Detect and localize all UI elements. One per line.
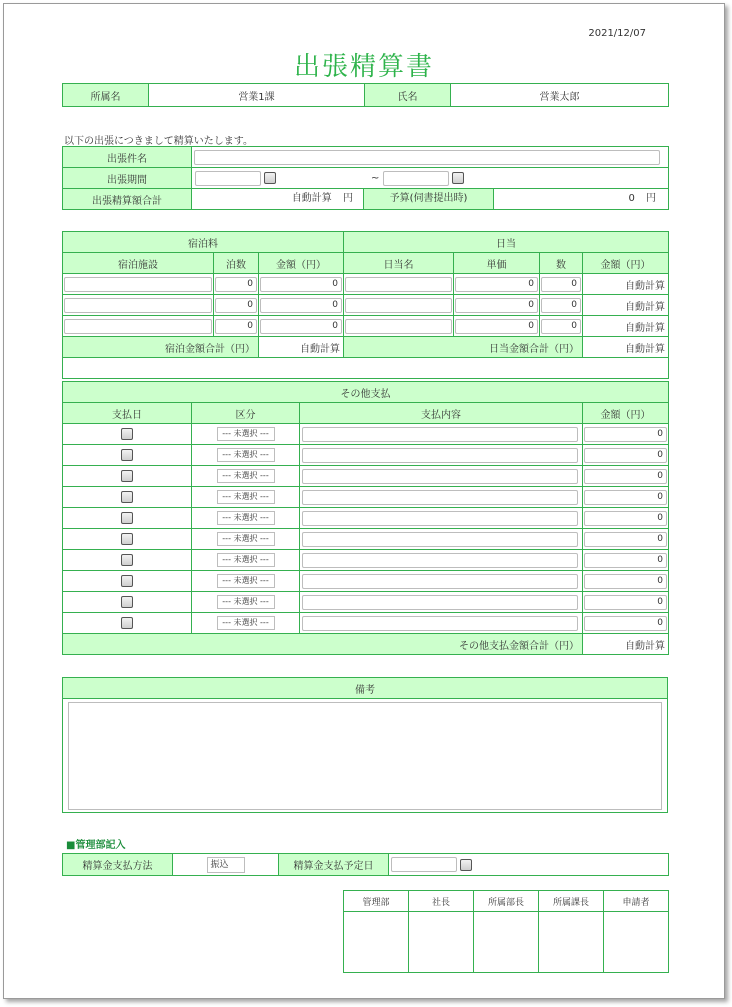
approval-col: 社長 (409, 891, 474, 912)
approval-col: 所属課長 (539, 891, 604, 912)
period-start-input[interactable] (195, 171, 261, 186)
calendar-icon[interactable] (121, 575, 133, 587)
category-select[interactable]: --- 未選択 --- (217, 427, 275, 441)
calendar-icon[interactable] (121, 470, 133, 482)
category-select[interactable]: --- 未選択 --- (217, 616, 275, 630)
allowance-row (63, 295, 669, 316)
trip-table (62, 146, 669, 210)
lodging-amount-input[interactable]: 0 (260, 298, 342, 313)
facility-input[interactable] (64, 298, 212, 313)
calendar-icon[interactable] (452, 172, 464, 184)
approval-col: 管理部 (344, 891, 409, 912)
other-amount-input[interactable]: 0 (584, 427, 667, 442)
table-row (63, 424, 669, 445)
col-detail: 支払内容 (300, 403, 583, 424)
table-row (63, 445, 669, 466)
category-select[interactable]: --- 未選択 --- (217, 574, 275, 588)
col-category: 区分 (192, 403, 300, 424)
detail-input[interactable] (302, 574, 578, 589)
daily-total-label: 日当金額合計（円） (344, 337, 583, 358)
budget-value: 0 (628, 193, 635, 204)
other-amount-input[interactable]: 0 (584, 490, 667, 505)
col-facility: 宿泊施設 (63, 253, 214, 274)
table-row (63, 487, 669, 508)
daily-name-input[interactable] (345, 277, 452, 292)
budget-label: 予算(伺書提出時) (364, 189, 494, 209)
trip-total-value: 自動計算 (291, 193, 332, 204)
category-select[interactable]: --- 未選択 --- (217, 595, 275, 609)
header-table (62, 83, 669, 107)
nights-input[interactable]: 0 (215, 298, 257, 313)
unit-price-input[interactable]: 0 (455, 277, 538, 292)
other-amount-input[interactable]: 0 (584, 595, 667, 610)
allowance-row (63, 274, 669, 295)
facility-input[interactable] (64, 277, 212, 292)
count-input[interactable]: 0 (541, 277, 581, 292)
col-daily-name: 日当名 (344, 253, 454, 274)
method-select[interactable]: 振込 (207, 857, 245, 873)
calendar-icon[interactable] (121, 533, 133, 545)
category-select[interactable]: --- 未選択 --- (217, 511, 275, 525)
col-lodging-amount: 金額（円） (259, 253, 344, 274)
admin-section-title: ■管理部記入 (66, 840, 126, 851)
category-select[interactable]: --- 未選択 --- (217, 532, 275, 546)
other-section-header: その他支払 (63, 382, 669, 403)
calendar-icon[interactable] (121, 596, 133, 608)
other-amount-input[interactable]: 0 (584, 448, 667, 463)
trip-period (192, 168, 669, 189)
other-amount-input[interactable]: 0 (584, 532, 667, 547)
daily-amount: 自動計算 (583, 295, 669, 316)
spacer-row (63, 358, 669, 379)
approval-table (343, 890, 669, 973)
col-count: 数 (540, 253, 583, 274)
table-row (63, 592, 669, 613)
document-date: 2021/12/07 (588, 28, 646, 39)
daily-name-input[interactable] (345, 319, 452, 334)
name-label: 氏名 (365, 84, 451, 107)
category-select[interactable]: --- 未選択 --- (217, 469, 275, 483)
detail-input[interactable] (302, 616, 578, 631)
intro-text: 以下の出張につきまして精算いたします。 (64, 136, 253, 147)
approval-col: 申請者 (604, 891, 669, 912)
remarks-textarea[interactable] (68, 702, 662, 810)
calendar-icon[interactable] (121, 554, 133, 566)
lodging-amount-input[interactable]: 0 (260, 277, 342, 292)
trip-total-label: 出張精算額合計 (63, 189, 192, 210)
page-title: 出張精算書 (293, 52, 434, 82)
calendar-icon[interactable] (460, 859, 472, 871)
calendar-icon[interactable] (121, 617, 133, 629)
daily-total-value: 自動計算 (583, 337, 669, 358)
category-select[interactable]: --- 未選択 --- (217, 448, 275, 462)
stamp-box (539, 912, 604, 973)
other-amount-input[interactable]: 0 (584, 616, 667, 631)
other-amount-input[interactable]: 0 (584, 574, 667, 589)
category-select[interactable]: --- 未選択 --- (217, 553, 275, 567)
scheduled-date-input[interactable] (391, 857, 457, 872)
category-select[interactable]: --- 未選択 --- (217, 490, 275, 504)
count-input[interactable]: 0 (541, 298, 581, 313)
stamp-box (604, 912, 669, 973)
lodging-total-value: 自動計算 (259, 337, 344, 358)
calendar-icon[interactable] (121, 449, 133, 461)
lodging-section-header: 宿泊料 (63, 232, 344, 253)
col-pay-date: 支払日 (63, 403, 192, 424)
other-amount-input[interactable]: 0 (584, 469, 667, 484)
name-value: 営業太郎 (451, 84, 669, 107)
col-nights: 泊数 (214, 253, 259, 274)
other-total-value: 自動計算 (583, 634, 669, 655)
detail-input[interactable] (302, 427, 578, 442)
calendar-icon[interactable] (264, 172, 276, 184)
dept-label: 所属名 (63, 84, 149, 107)
detail-input[interactable] (302, 469, 578, 484)
table-row (63, 508, 669, 529)
trip-name-label: 出張件名 (63, 147, 192, 168)
daily-amount: 自動計算 (583, 274, 669, 295)
scheduled-date-label: 精算金支払予定日 (279, 854, 389, 876)
allowance-table (62, 231, 669, 379)
lodging-total-label: 宿泊金額合計（円） (63, 337, 259, 358)
table-row (63, 466, 669, 487)
approval-col: 所属部長 (474, 891, 539, 912)
period-end-input[interactable] (383, 171, 449, 186)
calendar-icon[interactable] (121, 491, 133, 503)
trip-period-label: 出張期間 (63, 168, 192, 189)
unit-price-input[interactable]: 0 (455, 319, 538, 334)
calendar-icon[interactable] (121, 512, 133, 524)
dept-value: 営業1課 (149, 84, 365, 107)
calendar-icon[interactable] (121, 428, 133, 440)
lodging-amount-input[interactable]: 0 (260, 319, 342, 334)
detail-input[interactable] (302, 448, 578, 463)
col-other-amount: 金額（円） (583, 403, 669, 424)
daily-amount: 自動計算 (583, 316, 669, 337)
other-total-label: その他支払金額合計（円） (63, 634, 583, 655)
other-payments-table (62, 381, 669, 655)
daily-section-header: 日当 (344, 232, 669, 253)
col-unit-price: 単価 (454, 253, 540, 274)
detail-input[interactable] (302, 532, 578, 547)
table-row (63, 529, 669, 550)
stamp-box (409, 912, 474, 973)
trip-total-unit: 円 (343, 193, 353, 204)
trip-name-input[interactable] (194, 150, 660, 165)
allowance-row (63, 316, 669, 337)
method-label: 精算金支払方法 (63, 854, 173, 876)
stamp-box (344, 912, 409, 973)
nights-input[interactable]: 0 (215, 277, 257, 292)
detail-input[interactable] (302, 553, 578, 568)
detail-input[interactable] (302, 490, 578, 505)
table-row (63, 613, 669, 634)
detail-input[interactable] (302, 595, 578, 610)
other-amount-input[interactable]: 0 (584, 553, 667, 568)
table-row (63, 571, 669, 592)
col-daily-amount: 金額（円） (583, 253, 669, 274)
budget-unit: 円 (646, 193, 656, 204)
period-tilde: ~ (370, 173, 380, 184)
daily-name-input[interactable] (345, 298, 452, 313)
admin-table (62, 853, 669, 876)
table-row (63, 550, 669, 571)
expense-sheet (3, 3, 725, 999)
remarks-table (62, 677, 668, 813)
detail-input[interactable] (302, 511, 578, 526)
unit-price-input[interactable]: 0 (455, 298, 538, 313)
facility-input[interactable] (64, 319, 212, 334)
stamp-box (474, 912, 539, 973)
nights-input[interactable]: 0 (215, 319, 257, 334)
count-input[interactable]: 0 (541, 319, 581, 334)
remarks-label: 備考 (63, 678, 668, 699)
other-amount-input[interactable]: 0 (584, 511, 667, 526)
